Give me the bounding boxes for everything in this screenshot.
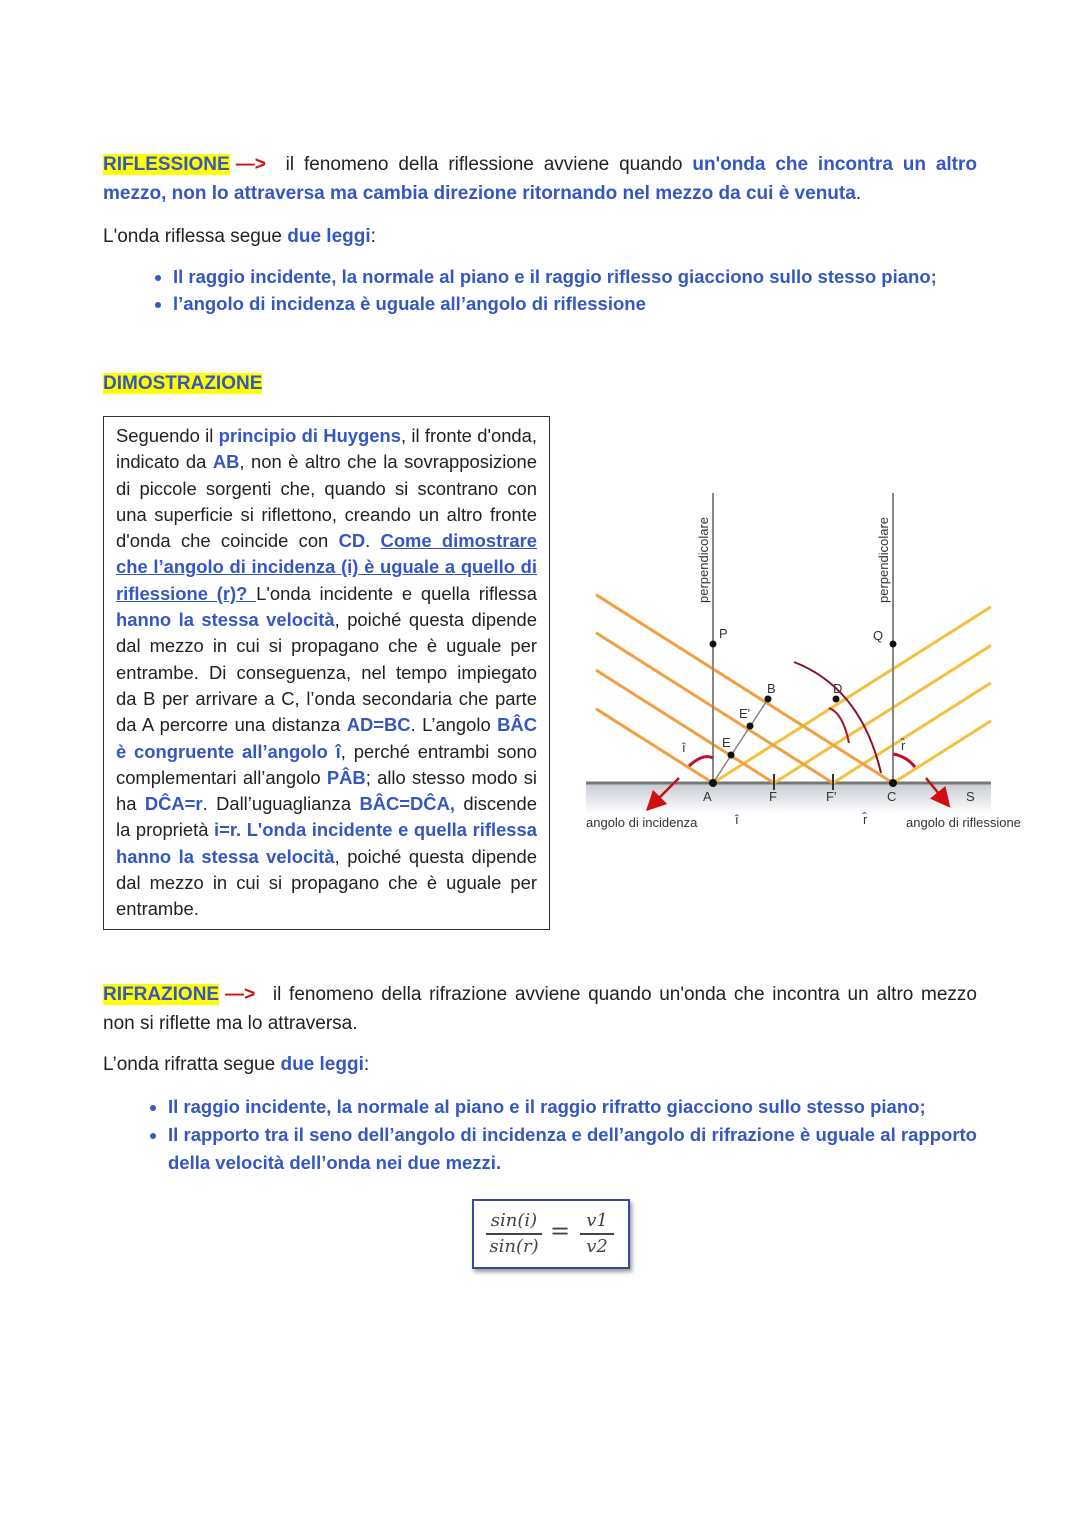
intro-bold: un'onda che incontra un altro mezzo, non lo attraversa ma cambia direzione ritornando nel mezzo da cui è venuta: [103, 154, 977, 204]
formula-equals: =: [550, 1216, 571, 1245]
laws-end: :: [363, 1053, 370, 1075]
formula-den-left: sin(r): [489, 1235, 539, 1257]
list-item: • Il raggio incidente, la normale al piano e il raggio riflesso giacciono sullo stesso piano;: [173, 263, 977, 290]
arrow-icon: —>: [225, 983, 256, 1005]
label-E: E: [722, 735, 731, 750]
textbox-segment: , perché entrambi sono complementari all’angolo: [116, 740, 537, 788]
textbox-segment: hanno la stessa velocità: [116, 609, 335, 631]
laws-text: L'onda riflessa segue: [103, 226, 288, 247]
textbox-segment: , poiché questa dipende dal mezzo in cui si propagano che è uguale per entrambe. Di conseguenza, nel tempo impiegato da B per arrivare a C, l’onda secondaria che parte da A percorre una distanza: [116, 609, 537, 736]
refraction-heading: RIFRAZIONE: [103, 983, 220, 1005]
point-E1: [747, 723, 754, 730]
refraction-laws-intro: [103, 1050, 977, 1079]
textbox-segment: L'onda incidente e quella riflessa: [256, 582, 537, 604]
demonstration-heading: DIMOSTRAZIONE: [103, 373, 263, 394]
textbox-segment: , il fronte d'onda, indicato da: [116, 425, 537, 473]
textbox-segment: AB: [212, 451, 240, 473]
label-P: P: [719, 626, 728, 641]
laws-bold: due leggi: [287, 226, 371, 247]
textbox-segment: discende la proprietà: [116, 793, 537, 841]
label-B: B: [767, 681, 776, 696]
textbox-segment: PÂB: [326, 766, 366, 788]
demonstration-row: [103, 416, 1063, 930]
angle-r-arc: [893, 754, 915, 767]
refraction-intro: [103, 980, 977, 1038]
textbox-segment: , non è altro che la sovrapposizione di piccole sorgenti che, quando si scontrano con una superficie si riflettono, creando un altro fronte d'onda che coincide con: [116, 451, 537, 552]
angle-reflection-label: angolo di riflessione: [906, 815, 1021, 830]
perpendicular-label-right: perpendicolare: [876, 516, 891, 603]
list-item: • Il rapporto tra il seno dell’angolo di incidenza e dell’angolo di rifrazione è uguale al rapporto della velocità dell’onda nei due mezzi.: [168, 1121, 977, 1177]
label-i: î: [682, 740, 686, 755]
textbox-segment: .: [365, 530, 381, 552]
snell-formula: [472, 1199, 630, 1269]
textbox-segment: . L’angolo: [410, 714, 498, 736]
formula-num-right: v1: [580, 1209, 614, 1235]
label-E1: E': [739, 706, 751, 721]
formula-den-right: v2: [586, 1235, 608, 1257]
point-P: [710, 641, 717, 648]
textbox-segment: Come dimostrare che l’angolo di incidenza (i) è uguale a quello di riflessione (r)?: [116, 530, 537, 604]
incident-ray: [596, 595, 893, 783]
laws-end: :: [370, 226, 376, 247]
textbox-segment: principio di Huygens: [218, 425, 401, 446]
textbox-segment: BÂC è congruente all’angolo î: [116, 714, 537, 762]
textbox-segment: . Dall’uguaglianza: [202, 793, 360, 815]
label-r: r̂: [901, 738, 906, 753]
label-r-bottom: r̂: [863, 812, 868, 827]
textbox-segment: AD=BC: [346, 714, 411, 736]
reflection-laws: [103, 263, 977, 317]
demonstration-heading-row: [103, 369, 977, 398]
perpendicular-label-left: perpendicolare: [696, 516, 711, 603]
point-B: [765, 696, 772, 703]
label-Q: Q: [873, 628, 884, 643]
intro-end: .: [855, 183, 862, 204]
textbox-segment: i=r. L'onda incidente e quella riflessa hanno la stessa velocità: [116, 819, 537, 867]
reflection-heading: RIFLESSIONE: [103, 154, 230, 175]
list-item: • Il raggio incidente, la normale al piano e il raggio rifratto giacciono sullo stesso piano;: [168, 1093, 977, 1121]
formula-num-left: sin(i): [486, 1209, 542, 1235]
laws-bold: due leggi: [280, 1053, 364, 1075]
label-i-bottom: î: [735, 812, 739, 827]
label-F1: F': [826, 789, 837, 804]
arc-CD: [794, 662, 881, 773]
textbox-segment: Seguendo il: [116, 425, 219, 446]
arrow-icon: —>: [235, 154, 266, 175]
label-A: A: [703, 789, 712, 804]
demonstration-textbox: [103, 416, 550, 930]
textbox-segment: DĈA=r: [144, 793, 203, 815]
textbox-segment: BÂC=DĈA,: [359, 793, 455, 815]
angle-incidence-label: angolo di incidenza: [586, 815, 698, 830]
list-item: • l’angolo di incidenza è uguale all’angolo di riflessione: [173, 290, 977, 317]
refraction-text: il fenomeno della rifrazione avviene quando un'onda che incontra un altro mezzo non si riflette ma lo attraversa.: [103, 983, 977, 1034]
point-E: [728, 752, 735, 759]
reflected-ray: [833, 683, 991, 783]
reflected-ray: [893, 721, 991, 783]
reflected-ray: [774, 645, 991, 783]
textbox-segment: CD: [338, 530, 366, 552]
refraction-laws: [103, 1093, 977, 1177]
reflection-intro: [103, 150, 977, 208]
textbox-segment: ; allo stesso modo si ha: [116, 766, 537, 815]
incident-ray: [596, 633, 833, 783]
laws-text: L’onda rifratta segue: [103, 1053, 281, 1075]
intro-text: il fenomeno della riflessione avviene quando: [275, 154, 693, 175]
point-C: [889, 779, 897, 787]
surface: [586, 784, 991, 814]
reflection-laws-intro: [103, 222, 977, 251]
point-A: [709, 779, 717, 787]
point-D: [833, 696, 840, 703]
reflection-diagram: [581, 488, 1051, 838]
point-Q: [890, 641, 897, 648]
label-S: S: [966, 789, 975, 804]
label-F: F: [769, 789, 777, 804]
label-C: C: [887, 789, 897, 804]
label-D: D: [833, 681, 843, 696]
incident-ray: [596, 709, 713, 783]
textbox-segment: , poiché questa dipende dal mezzo in cui si propagano che è uguale per entrambe.: [116, 845, 537, 920]
angle-i-arc: [689, 757, 713, 766]
